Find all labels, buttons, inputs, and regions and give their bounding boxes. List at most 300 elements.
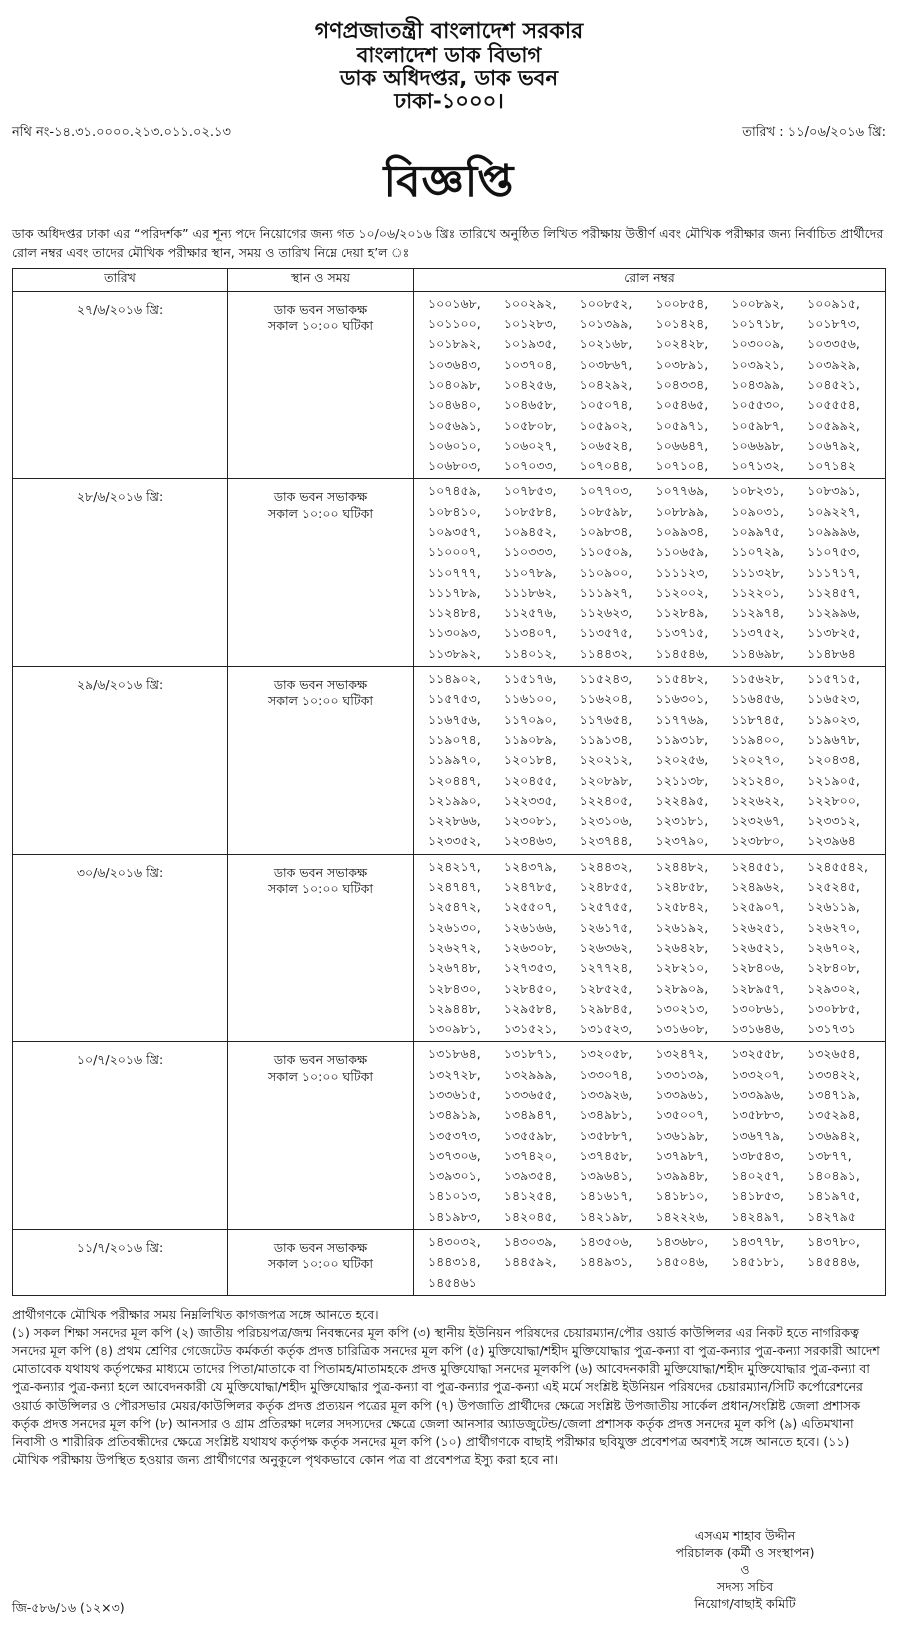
roll-number: ১৩৭৩০৬, xyxy=(428,1147,481,1163)
roll-number: ১৪৫০৪৬, xyxy=(655,1254,709,1270)
roll-number: ১০৭৭৬৯, xyxy=(655,483,709,499)
roll-number: ১২৪৪৮২, xyxy=(655,858,709,874)
directorate-name: ডাক অধিদপ্তর, ডাক ভবন xyxy=(339,66,559,91)
signature-block xyxy=(650,1528,840,1612)
roll-number: ১৩৪৯৪৭, xyxy=(503,1107,557,1123)
roll-number: ১০৫৪৬৫, xyxy=(655,397,709,413)
roll-number: ১১৯০২৩, xyxy=(807,711,860,727)
roll-number: ১২২৩৩৫, xyxy=(503,792,557,808)
roll-number: ১০২৪২৮, xyxy=(655,336,709,352)
roll-number: ১২৪৯৬২, xyxy=(731,879,785,895)
roll-number: ১২০৮৯৮, xyxy=(579,772,633,788)
roll-number: ১০০১৬৮, xyxy=(428,295,481,311)
roll-number: ১২২৮০০, xyxy=(807,792,860,808)
roll-number: ১১৩৫৭৫, xyxy=(579,625,633,641)
roll-number: ১০৬৮০৩, xyxy=(428,458,481,474)
roll-number-grid xyxy=(428,1232,879,1293)
roll-number: ১২৪৭৪৭, xyxy=(428,879,481,895)
roll-number: ১২০৪৩৪, xyxy=(807,752,860,768)
memo-number: নথি নং-১৪.৩১.০০০০.২১৩.০১১.০২.১৩ xyxy=(12,125,231,141)
roll-number: ১৩১৬৪৬, xyxy=(731,1021,785,1037)
venue: ডাক ভবন সভাকক্ষ xyxy=(273,1240,368,1256)
roll-number: ১০২১৬৮, xyxy=(579,336,633,352)
roll-number: ১৩২৪৭২, xyxy=(655,1046,709,1062)
roll-number: ১৩৩৯৬১, xyxy=(655,1087,709,1102)
roll-number: ১০৩৯২৯, xyxy=(807,356,860,372)
roll-number: ১১৯৩১৮, xyxy=(655,731,709,747)
roll-number: ১৪১৯৭৫, xyxy=(807,1188,860,1204)
roll-number: ১১২৯৯৬, xyxy=(807,605,860,621)
roll-number: ১২২৪৯৫, xyxy=(655,792,709,808)
venue: ডাক ভবন সভাকক্ষ xyxy=(273,864,368,880)
roll-number: ১২৩২৬৭, xyxy=(731,813,785,829)
roll-number: ১২৬৭৪৮, xyxy=(428,960,481,976)
roll-number: ১০৬০১০, xyxy=(428,437,481,453)
roll-number: ১১২৫৭৬, xyxy=(503,605,557,621)
roll-number: ১২৮৯৫৭, xyxy=(731,980,785,996)
roll-number: ১৩৫৩৭৩, xyxy=(428,1127,481,1143)
roll-number: ১৩৩৯৯৬, xyxy=(731,1087,785,1102)
header-roll-numbers: রোল নম্বর xyxy=(414,268,886,291)
schedule-date: ২৯/৬/২০১৬ খ্রি: xyxy=(13,667,228,855)
roll-number: ১০৭০৩৩, xyxy=(503,458,557,474)
roll-number: ১০৩৮৯১, xyxy=(655,356,709,372)
roll-number: ১২৩৭৯০, xyxy=(655,833,709,849)
roll-number: ১০৫৫৫৪, xyxy=(807,397,860,413)
roll-number: ১৩২৭২৮, xyxy=(428,1066,481,1082)
roll-number-cell xyxy=(414,479,886,667)
roll-number: ১৩৮৭৭, xyxy=(807,1147,852,1163)
exam-time: সকাল ১০:০০ ঘটিকা xyxy=(267,505,374,521)
roll-number: ১২০২৫৬, xyxy=(655,752,709,768)
roll-number: ১৪১৯৮৩, xyxy=(428,1208,481,1224)
roll-number: ১১৪৯০২, xyxy=(428,671,481,687)
roll-number: ১৩০৯৮১, xyxy=(428,1021,481,1037)
roll-number: ১০৮৪১০, xyxy=(428,503,481,519)
roll-number: ১১১৭১৭, xyxy=(807,564,860,580)
venue: ডাক ভবন সভাকক্ষ xyxy=(273,677,368,693)
roll-number: ১৪২১৯৮, xyxy=(579,1208,633,1224)
schedule-place-time xyxy=(228,1230,414,1296)
roll-number: ১১৬৫২৩, xyxy=(807,691,860,707)
roll-number: ১০০৮৫৪, xyxy=(655,295,709,311)
roll-number: ১০০২৯২, xyxy=(503,295,557,311)
roll-number: ১৩৩১৩৯, xyxy=(655,1066,709,1082)
roll-number: ১৩৩০৭৪, xyxy=(579,1066,633,1082)
schedule-place-time xyxy=(228,667,414,855)
roll-number: ১৩৫০০৭, xyxy=(655,1107,709,1123)
roll-number: ১১৯১৩৪, xyxy=(579,731,633,747)
roll-number: ১২৯৩০২, xyxy=(807,980,860,996)
roll-number: ১১২২০১, xyxy=(731,584,785,600)
roll-number: ১২৫৪৭২, xyxy=(428,899,481,915)
roll-number: ১৩৭৪৫৮, xyxy=(579,1147,633,1163)
roll-number: ১০৩৮৬৭, xyxy=(579,356,633,372)
header-place-time: স্থান ও সময় xyxy=(228,268,414,291)
roll-number: ১২১৯০৫, xyxy=(807,772,860,788)
roll-number: ১২৮৪০৮, xyxy=(807,960,860,976)
roll-number: ১৩০৮৬১, xyxy=(731,1000,785,1016)
roll-number: ১৩৩৬১৫, xyxy=(428,1087,481,1102)
roll-number: ১০৯৩৫৭, xyxy=(428,523,481,539)
roll-number: ১২৬৭০২, xyxy=(807,939,860,955)
govt-name: গণপ্রজাতন্ত্রী বাংলাদেশ সরকার xyxy=(314,19,584,44)
roll-number: ১২৬২৭০, xyxy=(807,919,860,935)
roll-number: ১০৮৩৯১, xyxy=(807,483,860,499)
schedule-place-time xyxy=(228,479,414,667)
signatory-name: এসএম শাহাব উদ্দীন xyxy=(694,1528,796,1543)
roll-number: ১১৭০৯০, xyxy=(503,711,557,727)
roll-number: ১১০৭৭৭, xyxy=(428,564,481,580)
roll-number: ১২৬৫২১, xyxy=(731,939,785,955)
roll-number: ১২৩৭৪৪, xyxy=(579,833,633,849)
roll-number: ১১২৪৫৭, xyxy=(807,584,860,600)
roll-number: ১১৯৪০০, xyxy=(731,731,785,747)
roll-number: ১০৭৭০৩, xyxy=(579,483,633,499)
roll-number: ১২৩১০৬, xyxy=(579,813,633,829)
roll-number: ১১৯০৭৪, xyxy=(428,731,481,747)
table-row xyxy=(13,479,886,667)
roll-number: ১২৬২৫১, xyxy=(731,919,785,935)
roll-number: ১০৫৯৮৭, xyxy=(731,417,785,433)
roll-number: ১২৩৮৮০, xyxy=(731,833,785,849)
schedule-place-time xyxy=(228,291,414,479)
roll-number: ১৩৯৬৪১, xyxy=(579,1168,633,1184)
roll-number: ১১০৩৩৩, xyxy=(503,544,557,560)
roll-number: ১২৮৪০৬, xyxy=(731,960,785,976)
roll-number: ১০৩৯২১, xyxy=(731,356,785,372)
roll-number: ১১৫৭৫৩, xyxy=(428,691,481,707)
roll-number: ১২৪৮৫৫, xyxy=(579,879,633,895)
roll-number: ১২৮৯০৯, xyxy=(655,980,709,996)
roll-number: ১২৩৩৫২, xyxy=(428,833,481,849)
roll-number: ১১১৩২৮, xyxy=(731,564,785,580)
roll-number-cell xyxy=(414,854,886,1042)
roll-number: ১৩০২১৩, xyxy=(655,1000,709,1016)
roll-number: ১২০৪৪৭, xyxy=(428,772,481,788)
roll-number: ১৪১২৫৪, xyxy=(503,1188,557,1204)
roll-number: ১৪৫৪৪৬, xyxy=(807,1254,860,1270)
signatory-role: সদস্য সচিব xyxy=(716,1578,774,1594)
roll-number: ১৩১৭৩১ xyxy=(807,1021,856,1037)
roll-number: ১১৭৬৫৪, xyxy=(579,711,633,727)
roll-number: ১৪৫১৮১, xyxy=(731,1254,784,1270)
roll-number-cell xyxy=(414,291,886,479)
roll-number: ১২১১৩৮, xyxy=(655,772,709,788)
roll-number: ১৪১৬১৭, xyxy=(579,1188,633,1204)
roll-number: ১০৫৯০২, xyxy=(579,417,633,433)
roll-number: ১০৫৯৭১, xyxy=(655,417,709,433)
roll-number: ১৩৬১৯৮, xyxy=(655,1127,709,1143)
exam-time: সকাল ১০:০০ ঘটিকা xyxy=(267,317,374,333)
table-row xyxy=(13,854,886,1042)
roll-number: ১৪৩৫০৬, xyxy=(579,1234,633,1250)
roll-number: ১২৮২১০, xyxy=(655,960,709,976)
roll-number: ১১৩৭১৫, xyxy=(655,625,709,641)
roll-number: ১০৬৫২৪, xyxy=(579,437,633,453)
roll-number: ১৩৫৮৮৭, xyxy=(579,1127,633,1143)
roll-number: ১০১৩৯৯, xyxy=(579,316,633,332)
roll-number: ১২৭৩৫৩, xyxy=(503,960,557,976)
roll-number: ১১০৭২৯, xyxy=(731,544,785,560)
schedule-table xyxy=(12,268,886,1296)
schedule-body xyxy=(13,291,886,1295)
roll-number: ১০৬৬৪৭, xyxy=(655,437,709,453)
exam-time: সকাল ১০:০০ ঘটিকা xyxy=(267,1256,374,1272)
roll-number: ১২৪৩৭৯, xyxy=(503,858,557,874)
roll-number: ১৩১৬০৮, xyxy=(655,1021,709,1037)
roll-number: ১০৬০২৭, xyxy=(503,437,557,453)
roll-number: ১০৯২২৭, xyxy=(807,503,860,519)
roll-number: ১২০২৭০, xyxy=(731,752,785,768)
roll-number: ১০৮৫৯৮, xyxy=(579,503,633,519)
roll-number: ১১২৪৮৪, xyxy=(428,605,481,621)
roll-number: ১২৬১৭৫, xyxy=(579,919,633,935)
roll-number: ১০৫৫৩০, xyxy=(731,397,785,413)
roll-number: ১৪১৮১০, xyxy=(655,1188,709,1204)
roll-number: ১২৯৮৪৫, xyxy=(579,1000,633,1016)
roll-number: ১২৬১৯২, xyxy=(655,919,709,935)
table-row xyxy=(13,1230,886,1296)
roll-number: ১৩৫২৯৪, xyxy=(807,1107,860,1123)
roll-number: ১৩৩৪২২, xyxy=(807,1066,860,1082)
roll-number: ১১৯০৮৯, xyxy=(503,731,557,747)
roll-number: ১১৫৭১৫, xyxy=(807,671,860,687)
exam-time: সকাল ১০:০০ ঘটিকা xyxy=(267,880,374,896)
roll-number: ১১৪৮৬৪ xyxy=(807,645,856,661)
roll-number: ১২৩৪৬৩, xyxy=(503,833,557,849)
roll-number: ১২৬২৭২, xyxy=(428,939,481,955)
roll-number: ১১৫২৪৩, xyxy=(579,671,633,687)
schedule-place-time xyxy=(228,1042,414,1230)
roll-number: ১০০৯১৫, xyxy=(807,295,860,311)
department-name: বাংলাদেশ ডাক বিভাগ xyxy=(356,43,542,68)
roll-number: ১৪১০১৩, xyxy=(428,1188,481,1204)
roll-number: ১৩১৫২৩, xyxy=(579,1021,633,1037)
roll-number: ১৩৭৪২০, xyxy=(503,1147,557,1163)
roll-number: ১১১৭৮৯, xyxy=(428,584,481,600)
roll-number: ১৩১৮৬৪, xyxy=(428,1046,481,1062)
table-row xyxy=(13,291,886,479)
roll-number: ১৩৩৬৫৫, xyxy=(503,1087,557,1102)
exam-time: সকাল ১০:০০ ঘটিকা xyxy=(267,693,374,709)
roll-number: ১৩০৮৮৫, xyxy=(807,1000,860,1016)
roll-number: ১২৫৫০৭, xyxy=(503,899,557,915)
table-header-row xyxy=(13,268,886,291)
roll-number: ১২১২৪০, xyxy=(731,772,785,788)
roll-number: ১২৯৫৮৪, xyxy=(503,1000,557,1016)
roll-number: ১২৬১১৯, xyxy=(807,899,860,915)
roll-number: ১০৬৭৯২, xyxy=(807,437,860,453)
roll-number: ১৪৪৫৯২, xyxy=(503,1254,557,1270)
venue: ডাক ভবন সভাকক্ষ xyxy=(273,1052,368,1068)
signatory-committee: নিয়োগ/বাছাই কমিটি xyxy=(694,1595,796,1611)
roll-number: ১১০০০৭, xyxy=(428,544,481,560)
roll-number: ১৩৫৫৯৮, xyxy=(503,1127,557,1143)
roll-number-grid xyxy=(428,294,879,477)
roll-number: ১২৩১৮১, xyxy=(655,813,709,829)
roll-number: ১২৪২১৭, xyxy=(428,858,481,874)
roll-number-grid xyxy=(428,481,879,664)
roll-number: ১৩৩৯২৬, xyxy=(579,1087,633,1102)
roll-number: ১১৪০১২, xyxy=(503,645,557,661)
roll-number: ১২৫২৪৫, xyxy=(807,879,860,895)
roll-number: ১৪৫৪৬১ xyxy=(428,1274,477,1290)
roll-number: ১০৪০৯৮, xyxy=(428,376,481,392)
roll-number-grid xyxy=(428,669,879,852)
roll-number: ১০৭৪৫৯, xyxy=(428,483,481,499)
roll-number: ১১০৫০৯, xyxy=(579,544,633,560)
roll-number: ১০৪৬৪০, xyxy=(428,397,481,413)
roll-number: ১১০৭৮৯, xyxy=(503,564,557,580)
roll-number: ১০১৮৭৩, xyxy=(807,316,860,332)
roll-number: ১১৩৮৯২, xyxy=(428,645,481,661)
roll-number: ১৩৭৯৮৭, xyxy=(655,1147,709,1163)
roll-number: ১০৭০৪৪, xyxy=(579,458,633,474)
roll-number: ১২৪৫৫১, xyxy=(731,858,784,874)
roll-number: ১০৪৬৫৮, xyxy=(503,397,557,413)
roll-number: ১৩৬৭৭৯, xyxy=(731,1127,785,1143)
roll-number: ১১২৬২৩, xyxy=(579,605,633,621)
roll-number-grid xyxy=(428,857,879,1040)
schedule-place-time xyxy=(228,854,414,1042)
roll-number: ১০১৪২৪, xyxy=(655,316,709,332)
roll-number: ১১০৯০০, xyxy=(579,564,633,580)
roll-number: ১২৫৯০৭, xyxy=(731,899,785,915)
roll-number: ১২৪৭৮৫, xyxy=(503,879,557,895)
roll-number: ১০৮৫৮৪, xyxy=(503,503,557,519)
roll-number: ১০৪২৯২, xyxy=(579,376,633,392)
roll-number: ১৪০৪৯১, xyxy=(807,1168,860,1184)
roll-number: ১২৩০৮১, xyxy=(503,813,557,829)
roll-number: ১০৯৯৩৪, xyxy=(655,523,709,539)
memo-date: তারিখ : ১১/০৬/২০১৬ খ্রি: xyxy=(742,125,886,141)
roll-number: ১৪৩৬৮০, xyxy=(655,1234,709,1250)
roll-number: ১১২০০২, xyxy=(655,584,709,600)
roll-number: ১০১৭১৮, xyxy=(731,316,785,332)
roll-number: ১২০৪৫৫, xyxy=(503,772,557,788)
roll-number: ১৪২২২৬, xyxy=(655,1208,709,1224)
schedule-date: ১০/৭/২০১৬ খ্রি: xyxy=(13,1042,228,1230)
roll-number: ১১৯৬৭৮, xyxy=(807,731,860,747)
roll-number: ১১৯৯৭০, xyxy=(428,752,481,768)
roll-number: ১৪৩৭৭৮, xyxy=(731,1234,785,1250)
roll-number: ১১৭৭৬৯, xyxy=(655,711,709,727)
roll-number: ১০১২৮৩, xyxy=(503,316,557,332)
roll-number: ১০৭৮৫৩, xyxy=(503,483,557,499)
documents-list: (১) সকল শিক্ষা সনদের মূল কপি (২) জাতীয় পরিচয়পত্র/জন্ম নিবন্ধনের মূল কপি (৩) স্থানীয় ইউনিয়ন পরিষদের চেয়ারম্যান/পৌর ওয়ার্ড কাউন্সিলর এর নিকট হতে নাগরিকত্ব সনদের মূল কপি (৪) প্রথম শ্রেণির গেজেটেড কর্মকর্তা কর্তৃক প্রদত্ত চারিত্রিক সনদের মূল কপি (৫) মুক্তিযোদ্ধা/শহীদ মুক্তিযোদ্ধার পুত্র-কন্যা বা পুত্র-কন্যার পুত্র-কন্যা সরকারী আদেশ মোতাবেক যথাযথ কর্তৃপক্ষের মাধ্যমে তাদের পিতা/মাতাকে বা পিতামহ/মাতামহকে প্রদত্ত মুক্তিযোদ্ধা সনদের মূলকপি (৬) আবেদনকারী মুক্তিযোদ্ধা/শহীদ মুক্তিযোদ্ধার পুত্র-কন্যা বা পুত্র-কন্যার পুত্র-কন্যা হলে আবেদনকারী যে মুক্তিযোদ্ধা/শহীদ মুক্তিযোদ্ধার পুত্র-কন্যা বা পুত্র-কন্যার পুত্র-কন্যা এই মর্মে সংশ্লিষ্ট ইউনিয়ন পরিষদের চেয়ারম্যান/সিটি কর্পোরেশনের ওয়ার্ড কাউন্সিলর ও পৌরসভার মেয়র/কাউন্সিলর কর্তৃক প্রদত্ত প্রত্যয়ন পত্রের মূল কপি (৭) উপজাতি প্রার্থীদের ক্ষেত্রে সংশ্লিষ্ট উপজাতীয় সার্কেল প্রধান/সংশ্লিষ্ট জেলা প্রশাসক কর্তৃক প্রদত্ত সনদের মূল কপি (৮) আনসার ও গ্রাম প্রতিরক্ষা দলের সদস্যদের ক্ষেত্রে জেলা আনসার অ্যাডজুটেন্ড/জেলা প্রশাসক কর্তৃক প্রদত্ত সনদের মূল কপি (৯) এতিমখানা নিবাসী ও শারীরিক প্রতিবন্ধীদের ক্ষেত্রে সংশ্লিষ্ট যথাযথ কর্তৃপক্ষ কর্তৃক সনদের মূল কপি (১০) প্রার্থীগণকে বাছাই পরীক্ষার ছবিযুক্ত প্রবেশপত্র অবশ্যই সঙ্গে আনতে হবে। (১১) মৌখিক পরীক্ষায় উপস্থিত হওয়ার জন্য প্রার্থীগণের অনুকূলে পৃথকভাবে কোন পত্র বা প্রবেশপত্র ইস্যু করা হবে না। xyxy=(12,1325,880,1467)
roll-number: ১২৬১৬৬, xyxy=(503,919,557,935)
roll-number: ১০৭১৩২, xyxy=(731,458,785,474)
roll-number: ১২৪৮৫৮, xyxy=(655,879,709,895)
roll-number: ১০০৮৫২, xyxy=(579,295,633,311)
schedule-date: ২৭/৬/২০১৬ খ্রি: xyxy=(13,291,228,479)
roll-number: ১১৪৪৩২, xyxy=(579,645,633,661)
roll-number: ১৪২০৪৫, xyxy=(503,1208,557,1224)
roll-number: ১০৩০০৯, xyxy=(731,336,785,352)
roll-number: ১০৯০৩১, xyxy=(731,503,785,519)
signatory-conjunction: ও xyxy=(740,1561,750,1577)
roll-number: ১৩২৬৫৪, xyxy=(807,1046,860,1062)
roll-number: ১৩৮৫৪৩, xyxy=(731,1147,785,1163)
roll-number: ১৩৯৩৫৪, xyxy=(503,1168,557,1184)
roll-number: ১৩৪৯১৯, xyxy=(428,1107,481,1123)
intro-paragraph: ডাক অধিদপ্তর ঢাকা এর “পরিদর্শক” এর শূন্য পদে নিয়োগের জন্য গত ১০/০৬/২০১৬ খ্রিঃ তারিখে অনুষ্ঠিত লিখিত পরীক্ষায় উত্তীর্ণ এবং মৌখিক পরীক্ষার জন্য নির্বাচিত প্রার্থীদের রোল নম্বর এবং তাদের মৌখিক পরীক্ষার স্থান, সময় ও তারিখ নিম্নে দেয়া হ’ল ঃ xyxy=(12,226,884,260)
roll-number: ১৪৪৯৩১, xyxy=(579,1254,633,1270)
schedule-date: ৩০/৬/২০১৬ খ্রি: xyxy=(13,854,228,1042)
roll-number: ১২২৬২২, xyxy=(731,792,785,808)
roll-number: ১১৫৬২৮, xyxy=(731,671,785,687)
table-row xyxy=(13,1042,886,1230)
roll-number: ১২৯৪৪৮, xyxy=(428,1000,481,1016)
notice-title: বিজ্ঞপ্তি xyxy=(383,156,515,208)
roll-number: ১১১১২৩, xyxy=(655,564,709,580)
roll-number: ১০৮২৩১, xyxy=(731,483,785,499)
roll-number: ১০১৯৩৫, xyxy=(503,336,557,352)
roll-number: ১০৯৮৩৪, xyxy=(579,523,633,539)
roll-number: ১৩৪৭১৯, xyxy=(807,1087,860,1102)
documents-section xyxy=(12,1306,886,1469)
city-address: ঢাকা-১০০০। xyxy=(394,89,504,114)
header-date: তারিখ xyxy=(13,268,228,291)
roll-number: ১২৮৪৩০, xyxy=(428,980,481,996)
roll-number: ১০৩৭০৪, xyxy=(503,356,557,372)
signatory-title: পরিচালক (কর্মী ও সংস্থাপন) xyxy=(675,1544,815,1560)
roll-number: ১২৪৪৩২, xyxy=(579,858,633,874)
venue: ডাক ভবন সভাকক্ষ xyxy=(273,301,368,317)
roll-number: ১২৮৪৫০, xyxy=(503,980,557,996)
roll-number: ১০৯৯৭৫, xyxy=(731,523,785,539)
roll-number: ১২২৮৬৬, xyxy=(428,813,481,829)
roll-number: ১০৫০৭৪, xyxy=(579,397,633,413)
roll-number: ১১৬৭৫৬, xyxy=(428,711,481,727)
roll-number: ১১১৯২৭, xyxy=(579,584,633,600)
roll-number: ১২০২১২, xyxy=(579,752,633,768)
roll-number: ১৩৯৯৪৮, xyxy=(655,1168,709,1184)
roll-number: ১৩২৫৫৮, xyxy=(731,1046,785,1062)
table-row xyxy=(13,667,886,855)
roll-number: ১১৬১০০, xyxy=(503,691,557,707)
roll-number: ১০৯৪৫২, xyxy=(503,523,557,539)
roll-number: ১৩১৮৭১, xyxy=(503,1046,557,1062)
roll-number: ১১৩০৯৩, xyxy=(428,625,481,641)
roll-number: ১২৬১৩০, xyxy=(428,919,481,935)
roll-number: ১৪২৪৯৭, xyxy=(731,1208,785,1224)
roll-number: ১০৭১০৪, xyxy=(655,458,709,474)
roll-number: ১১৫১৭৬, xyxy=(503,671,557,687)
roll-number: ১০৭১৪২ xyxy=(807,458,856,474)
roll-number: ১১৩৭৫২, xyxy=(731,625,785,641)
roll-number: ১১০৭৫৩, xyxy=(807,544,860,560)
roll-number: ১০০৮৯২, xyxy=(731,295,785,311)
roll-number: ১৪৩৭৮০, xyxy=(807,1234,860,1250)
roll-number: ১০৫৬৯১, xyxy=(428,417,481,433)
roll-number: ১৩৯৩০১, xyxy=(428,1168,481,1184)
roll-number: ১১৬২০৪, xyxy=(579,691,633,707)
roll-number: ১৩১৫২১, xyxy=(503,1021,557,1037)
letterhead xyxy=(12,20,886,113)
roll-number: ১১১৮৬২, xyxy=(503,584,557,600)
roll-number: ১১৪৬৯৮, xyxy=(731,645,784,661)
roll-number: ১১২৮৪৯, xyxy=(655,605,709,621)
roll-number: ১২৬৩৬২, xyxy=(579,939,633,955)
roll-number: ১০৫৯৯২, xyxy=(807,417,860,433)
roll-number: ১১৩৮২৫, xyxy=(807,625,860,641)
venue: ডাক ভবন সভাকক্ষ xyxy=(273,489,368,505)
roll-number: ১২৫৮৪২, xyxy=(655,899,709,915)
roll-number: ১৪২৭৯৫ xyxy=(807,1208,856,1224)
roll-number: ১২৬৪২৮, xyxy=(655,939,709,955)
